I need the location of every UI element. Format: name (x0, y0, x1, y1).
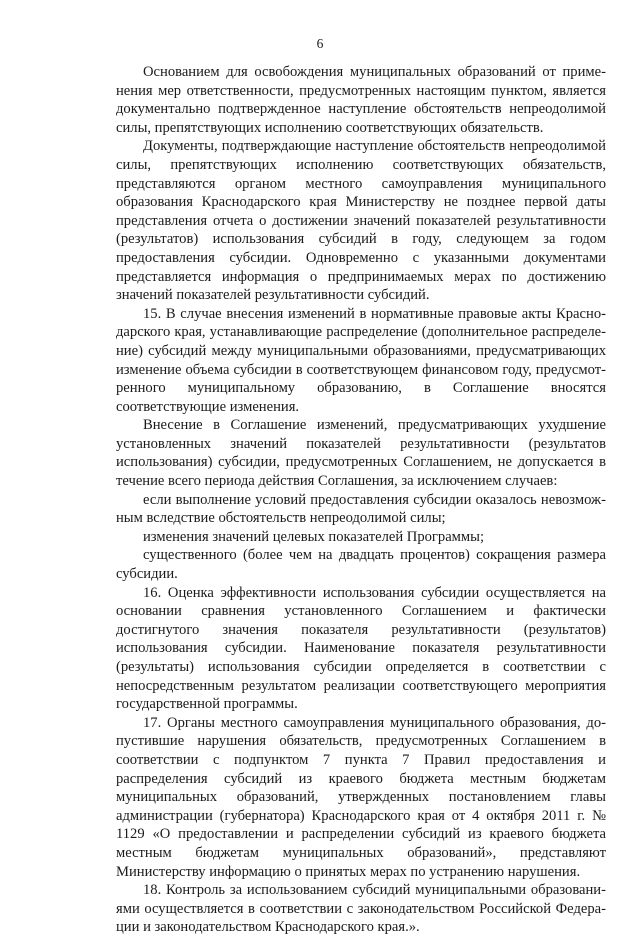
paragraph-item-18: 18. Контроль за использованием субсидий муниципальными образованиями осуществляется в соответствии с законодательством Российской Федерации и законодательством Краснодарского края.». (116, 882, 606, 936)
paragraph-force-majeure-exemption: Основанием для освобождения муниципальных образований от применения мер ответственности, предусмотренных настоящим пунктом, является документально подтвержденное наступление обстоятельств непреодолимой силы, препятствующих исполнению соответствующих обязательств. (116, 64, 606, 136)
paragraph-exception-reduction: существенного (более чем на двадцать процентов) сокращения размера субсидии. (116, 547, 606, 583)
paragraph-exception-force-majeure: если выполнение условий предоставления субсидии оказалось невозможным вследствие обстоятельств непреодолимой силы; (116, 491, 606, 527)
page-number: 6 (316, 36, 324, 51)
paragraph-item-16: 16. Оценка эффективности использования субсидии осуществляется на основании сравнения установленного Соглашением и фактически достигнутого значения показателя результативности (результатов) использования субсидии. Наименование показателя результативности (результаты) использования субсидии определяется в соответствии с непосредственным результатом реализации соответствующего мероприятия государственной программы. (116, 584, 606, 713)
paragraph-item-15: 15. В случае внесения изменений в нормативные правовые акты Краснодарского края, устанавливающие распределение (дополнительное распределение) субсидий между муниципальными образованиями, предусматривающих изменение объема субсидии в соответствующем финансовом году, предусмотренного муниципальному образованию, в Соглашение вносятся соответствующие изменения. (116, 305, 606, 415)
paragraph-force-majeure-documents: Документы, подтверждающие наступление обстоятельств непреодолимой силы, препятствующих исполнению соответствующих обязательств, представляются органом местного самоуправления муниципального образования Краснодарского края Министерству не позднее первой даты представления отчета о достижении значений показателей результативности (результатов) использования субсидий в году, следующем за годом предоставления субсидии. Одновременно с указанными документами представляется информация о предпринимаемых мерах по достижению значений показателей результативности субсидий. (116, 138, 606, 304)
paragraph-item-17: 17. Органы местного самоуправления муниципального образования, допустившие нарушения обязательств, предусмотренных Соглашением в соответствии с подпунктом 7 пункта 7 Правил предоставления и распределения субсидий из краевого бюджета местным бюджетам муниципальных образований, утвержденных постановлением главы администрации (губернатора) Краснодарского края от 4 октября 2011 г. № 1129 «О предоставлении и распределении субсидий из краевого бюджета местным бюджетам муниципальных образований», представляют Министерству информацию о принятых мерах по устранению нарушения. (116, 714, 606, 880)
document-body (116, 63, 606, 937)
paragraph-exception-targets: изменения значений целевых показателей Программы; (143, 528, 485, 545)
paragraph-agreement-changes: Внесение в Соглашение изменений, предусматривающих ухудшение установленных значений показателей результативности (результатов использования) субсидии, предусмотренных Соглашением, не допускается в течение всего периода действия Соглашения, за исключением случаев: (116, 417, 606, 490)
